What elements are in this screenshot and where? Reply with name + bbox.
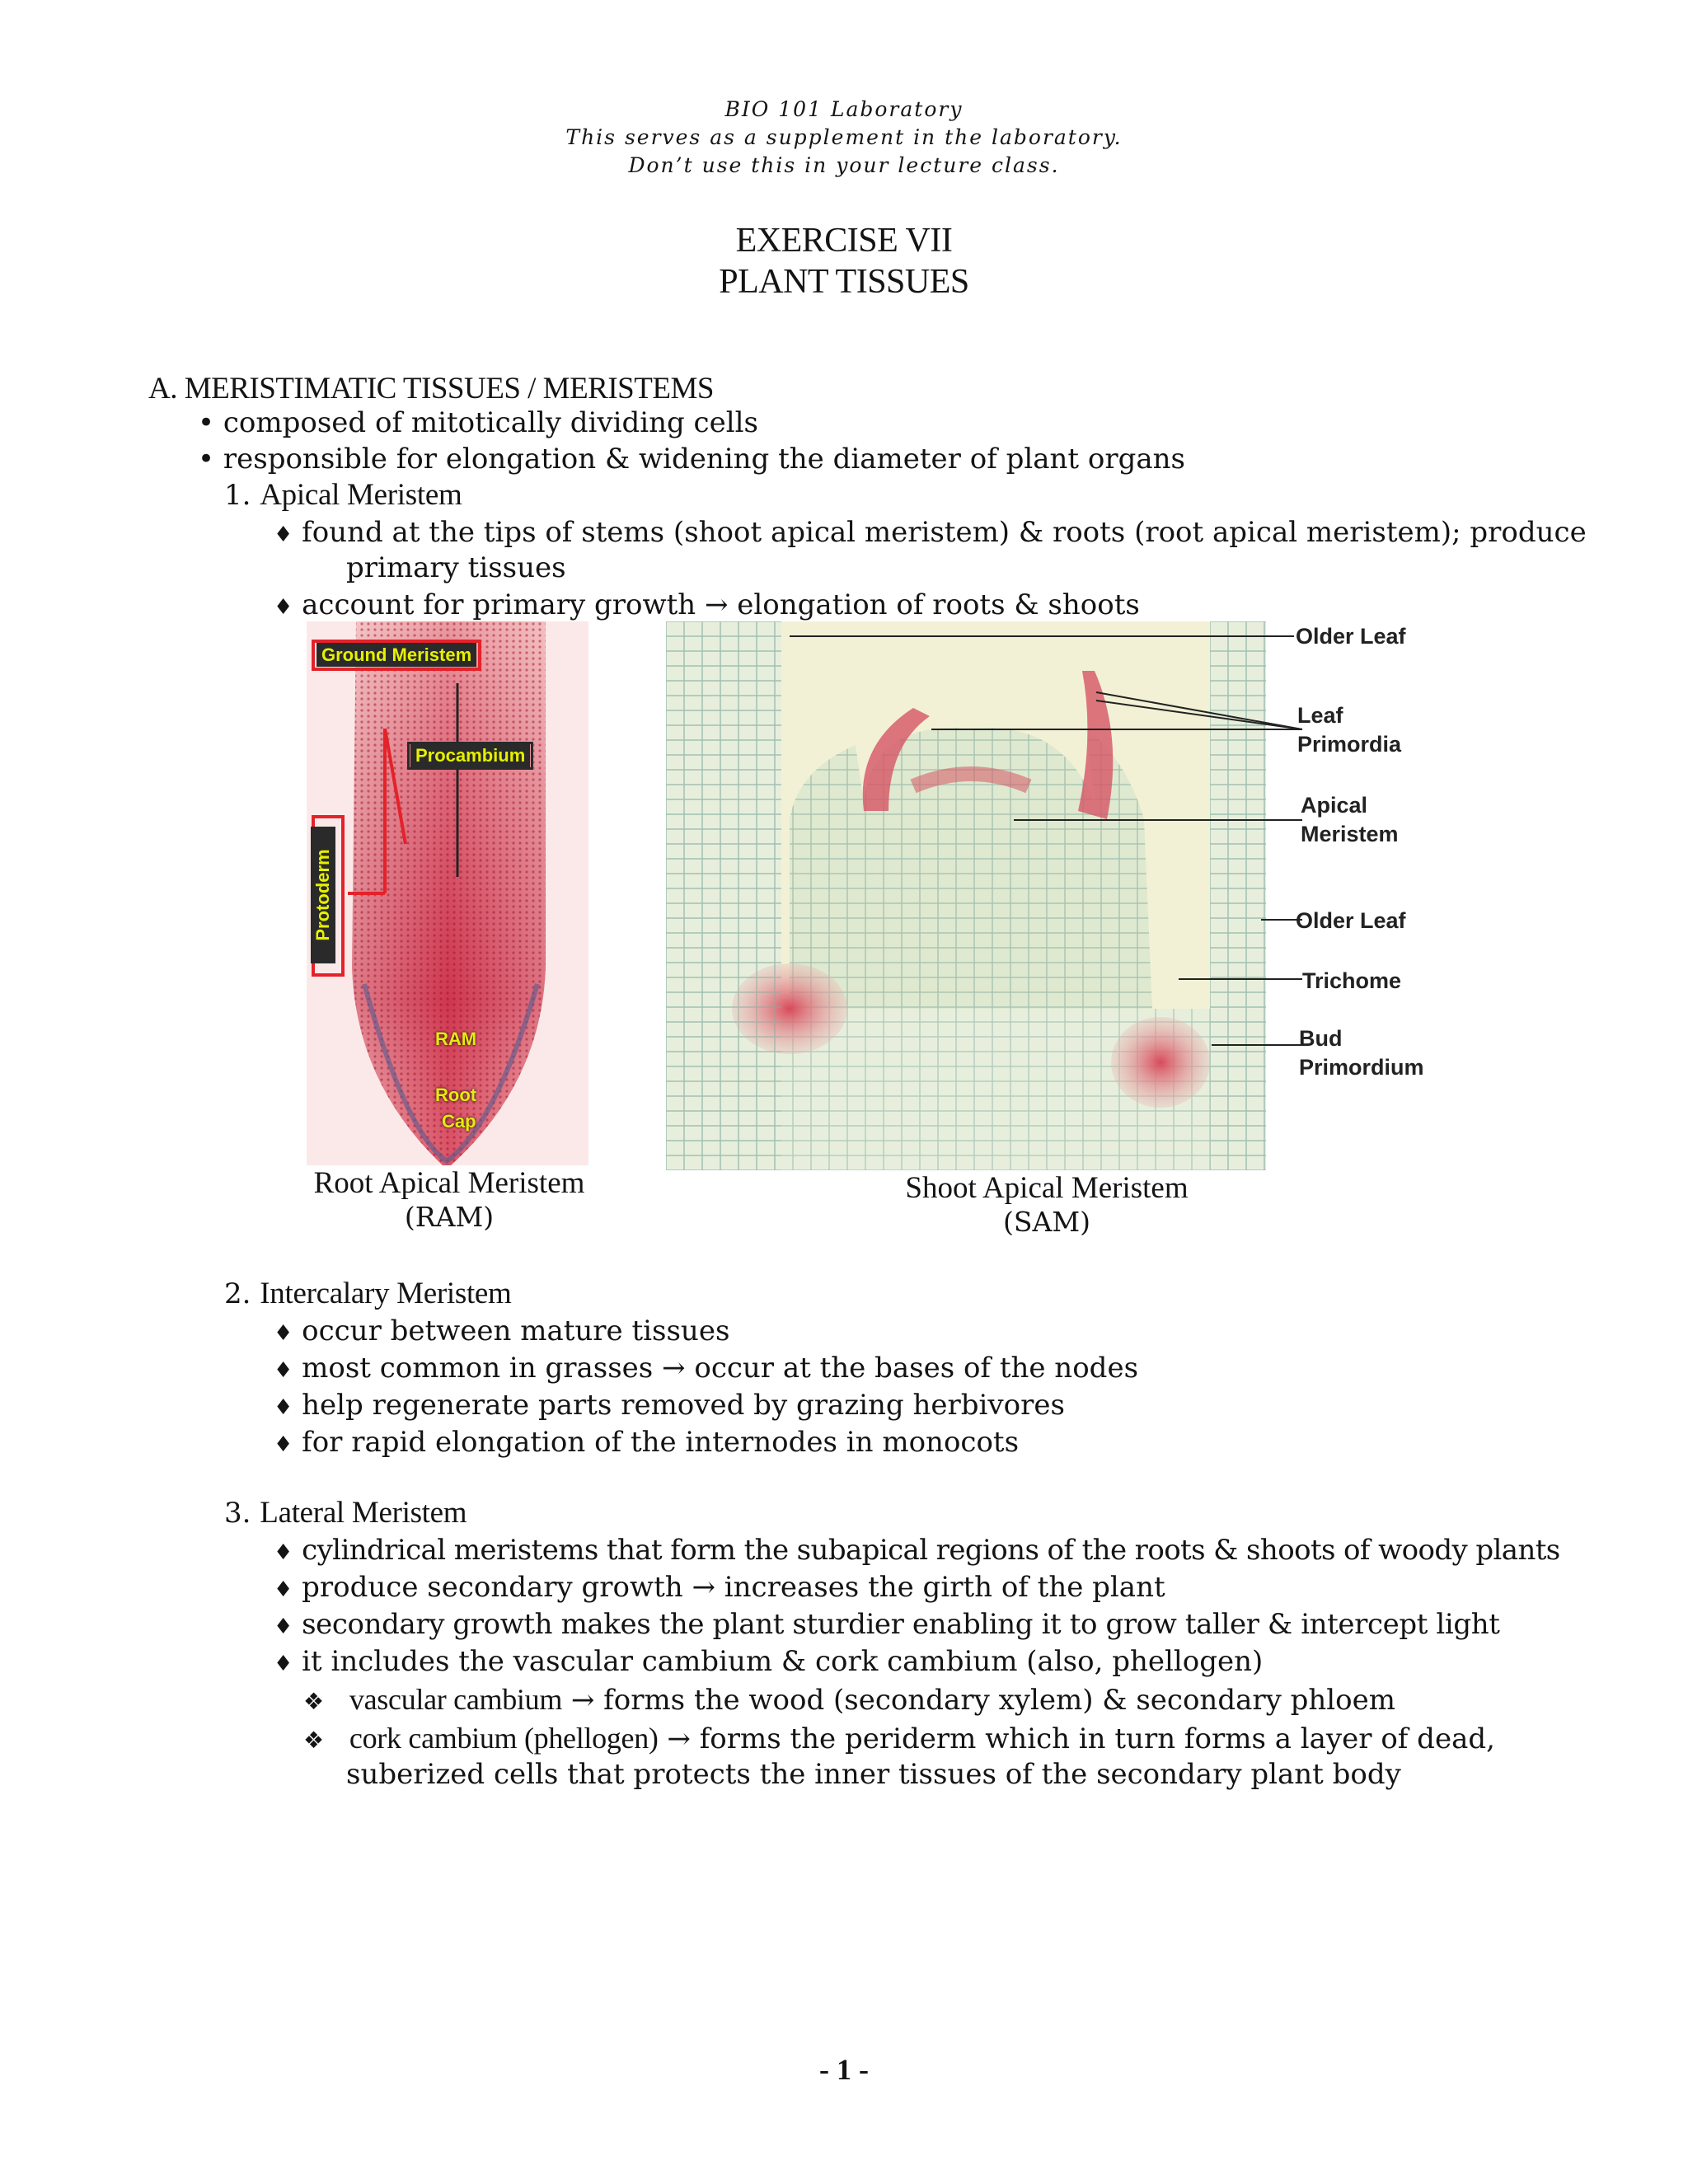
sam-pointer-lines	[931, 626, 1311, 1055]
intercalary-meristem-item	[224, 1276, 512, 1312]
apical-label: Apical	[1301, 793, 1368, 818]
lateral-meristem-item	[224, 1495, 467, 1531]
intercalary-point-1	[274, 1313, 729, 1352]
leaf-label: Leaf	[1297, 703, 1343, 728]
meristem-label: Meristem	[1301, 822, 1399, 846]
sam-caption-abbr: (SAM)	[1003, 1206, 1090, 1238]
lateral-subpoint-1	[303, 1681, 1395, 1720]
exercise-subtitle: PLANT TISSUES	[719, 263, 969, 301]
procambium-label: Procambium	[410, 743, 530, 767]
diamond-bullet-icon: ♦	[274, 1577, 293, 1602]
primordium-label: Primordium	[1299, 1055, 1424, 1080]
diamond-bullet-icon: ♦	[274, 1321, 293, 1346]
point-text: most common in grasses → occur at the bases of the nodes	[302, 1352, 1139, 1385]
lateral-meristem-heading: Lateral Meristem	[260, 1496, 467, 1530]
ground-meristem-label-box	[312, 640, 481, 671]
protoderm-label-box	[312, 815, 345, 977]
intercalary-meristem-heading: Intercalary Meristem	[260, 1277, 512, 1310]
point-text: for rapid elongation of the internodes in monocots	[302, 1426, 1020, 1459]
point-text: account for primary growth → elongation of roots & shoots	[302, 588, 1140, 621]
apical-meristem-heading: Apical Meristem	[260, 478, 462, 512]
bullet-dot-icon: •	[198, 443, 215, 476]
trichome-label: Trichome	[1302, 968, 1402, 993]
ram-caption-abbr: (RAM)	[404, 1201, 495, 1233]
lab-header-line-1: BIO 101 Laboratory	[724, 97, 964, 121]
vascular-cambium-term: vascular cambium	[349, 1683, 563, 1716]
bullet-dot-icon: •	[198, 406, 215, 439]
cork-cambium-term: cork cambium (phellogen)	[349, 1722, 659, 1755]
bullet-text: composed of mitotically dividing cells	[223, 406, 758, 439]
apical-point-1	[274, 514, 1587, 553]
lateral-point-3	[274, 1606, 1499, 1645]
intercalary-point-4	[274, 1424, 1019, 1463]
diamond-bullet-icon: ♦	[274, 523, 293, 547]
four-diamond-bullet-icon: ❖	[303, 1688, 325, 1715]
lateral-subpoint-2	[303, 1720, 1495, 1759]
item-number: 2.	[224, 1277, 251, 1310]
apical-meristem-item	[224, 477, 462, 513]
point-text: it includes the vascular cambium & cork cambium (also, phellogen)	[302, 1645, 1264, 1678]
section-a-bullet-1	[198, 405, 758, 441]
point-text: cylindrical meristems that form the subapical regions of the roots & shoots of woody plants	[302, 1534, 1560, 1567]
point-text: secondary growth makes the plant sturdier enabling it to grow taller & intercept light	[302, 1608, 1500, 1641]
item-number: 3.	[224, 1497, 251, 1530]
older-leaf-top-label: Older Leaf	[1296, 624, 1406, 649]
root-label: Root	[435, 1085, 477, 1105]
lateral-point-2	[274, 1569, 1165, 1608]
diamond-bullet-icon: ♦	[274, 1615, 293, 1639]
ram-caption: Root Apical Meristem	[313, 1166, 585, 1200]
diamond-bullet-icon: ♦	[274, 1395, 293, 1420]
diamond-bullet-icon: ♦	[274, 1540, 293, 1565]
diamond-bullet-icon: ♦	[274, 595, 293, 620]
cork-cambium-text: → forms the periderm which in turn forms a layer of dead,	[658, 1722, 1495, 1755]
diamond-bullet-icon: ♦	[274, 1652, 293, 1676]
point-text: found at the tips of stems (shoot apical meristem) & roots (root apical meristem); produce	[302, 516, 1587, 549]
point-text: occur between mature tissues	[302, 1315, 730, 1347]
lateral-point-1	[274, 1532, 1560, 1571]
four-diamond-bullet-icon: ❖	[303, 1727, 325, 1754]
ram-label: RAM	[435, 1029, 477, 1049]
lab-header-line-3: Don’t use this in your lecture class.	[628, 153, 1060, 177]
primordia-label: Primordia	[1297, 732, 1402, 757]
diamond-bullet-icon: ♦	[274, 1432, 293, 1457]
root-apical-meristem-image	[307, 621, 588, 1165]
bud-label: Bud	[1299, 1026, 1343, 1051]
apical-point-1-cont: primary tissues	[346, 551, 566, 584]
item-number: 1.	[224, 479, 251, 512]
point-text: help regenerate parts removed by grazing herbivores	[302, 1389, 1065, 1422]
intercalary-point-2	[274, 1350, 1138, 1389]
lateral-point-4	[274, 1643, 1263, 1682]
section-a-bullet-2	[198, 441, 1185, 477]
cap-label: Cap	[442, 1111, 476, 1132]
bullet-text: responsible for elongation & widening the diameter of plant organs	[223, 443, 1185, 476]
vascular-cambium-text: → forms the wood (secondary xylem) & secondary phloem	[562, 1684, 1395, 1717]
intercalary-point-3	[274, 1387, 1065, 1426]
ground-meristem-label: Ground Meristem	[316, 643, 476, 667]
sam-caption: Shoot Apical Meristem	[905, 1171, 1189, 1205]
section-a-heading: A. MERISTIMATIC TISSUES / MERISTEMS	[148, 372, 714, 405]
page-number: - 1 -	[819, 2053, 869, 2086]
protoderm-label: Protoderm	[311, 827, 335, 963]
lateral-subpoint-2-cont: suberized cells that protects the inner tissues of the secondary plant body	[346, 1758, 1401, 1791]
exercise-title: EXERCISE VII	[735, 222, 953, 260]
lab-header-line-2: This serves as a supplement in the laboratory.	[565, 125, 1123, 149]
point-text: produce secondary growth → increases the girth of the plant	[302, 1571, 1165, 1604]
diamond-bullet-icon: ♦	[274, 1358, 293, 1383]
procambium-label-box	[407, 742, 533, 770]
older-leaf-mid-label: Older Leaf	[1296, 908, 1406, 933]
apical-point-2	[274, 587, 1140, 626]
